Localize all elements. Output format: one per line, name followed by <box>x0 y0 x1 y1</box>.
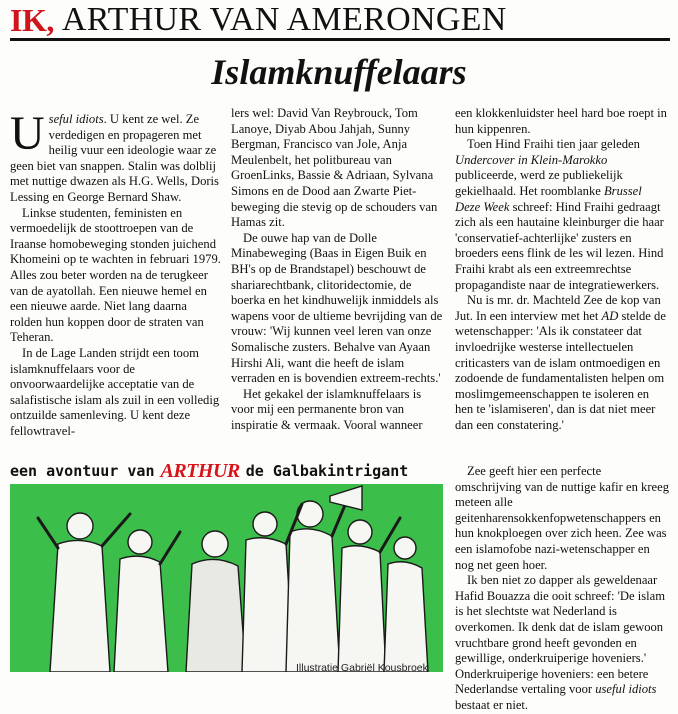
paragraph: Zee geeft hier een perfecte omschrijving van de nuttige kafir en kreeg meteen alle geitenharensokkenfopwetenschappers en hun knokploegen over zich heen. Zee was een islamofobe nazi-wetenschapper en nog net geen hoer. <box>455 464 670 572</box>
italic-title: AD <box>601 308 619 323</box>
paragraph <box>10 107 222 206</box>
paragraph-text: Toen Hind Fraihi tien jaar geleden <box>467 137 640 152</box>
comic-title-tail: de Galbakintrigant <box>245 462 409 480</box>
author-name: ARTHUR VAN AMERONGEN <box>61 1 507 38</box>
italic-term: useful idiots <box>595 682 657 697</box>
italic-term: seful idiots <box>48 112 104 126</box>
italic-title: Undercover in Klein-Marokko <box>455 152 608 167</box>
masthead <box>10 2 670 41</box>
paragraph: De ouwe hap van de Dolle Minabeweging (Baas in Eigen Buik en BH's op de Brandstapel) beschouwt de shariarechtbank, clitoridectomie, de boerka en het kindhuwelijk inmiddels als wapens voor de ultieme bevrijding van de vrouw: 'Wij kunnen veel leren van onze Somalische zusters. Behalve van Ayaan Hirshi Ali, want die heeft de islam verraden en is bovendien extreem-rechts.' <box>231 230 443 386</box>
illustration-credit: Illustratie Gabriël Kousbroek <box>296 662 428 674</box>
paragraph <box>455 293 670 433</box>
paragraph-text: Nu is mr. dr. Machteld Zee de kop van Jut. In een interview met het <box>455 293 661 323</box>
comic-title-lead: een avontuur van <box>10 462 155 480</box>
comic-title <box>10 459 443 483</box>
paragraph: Linkse studenten, feministen en vermoedelijk de stoottroepen van de Iraanse homobeweging stonden juichend Khomeini op te wachten in februari 1979. Alles zou beter worden na de terugkeer van de ayatollah. Een nieuwe hemel en een nieuwe aarde. Niet lang daarna rolden hun koppen door de straten van Teheran. <box>10 205 221 345</box>
column-3 <box>455 106 670 433</box>
paragraph <box>455 137 670 293</box>
paragraph-text: . U kent ze wel. Ze verdedigen en propageren met heilig vuur een ideologie waar ze geen biet van snappen. Stalin was dolblij met nuttige dwazen als H.G. Wells, Doris Lessing en George Bernard Shaw. <box>10 112 219 204</box>
paragraph-text: bestaat er niet. <box>455 697 529 712</box>
column-2 <box>231 106 446 433</box>
paragraph: Het gekakel der islamknuffelaars is voor mij een permanente bron van inspiratie & vermaak. Vooral wanneer <box>231 386 423 432</box>
article-headline: Islamknuffelaars <box>211 52 467 92</box>
paragraph-text: schreef: Hind Fraihi gedraagt zich als een hautaine kleinburger die haar 'conservatief-achterlijke' zusters en broeders eens flink de les wil lezen. Hind Fraihi krabt als een extreemrechtse propagandiste naar de integratiewerkers. <box>455 199 664 292</box>
comic-illustration <box>10 484 443 672</box>
drop-cap: U <box>10 107 45 160</box>
paragraph-text: publiceerde, werd ze publiekelijk gekielhaald. Het roomblanke <box>455 168 623 198</box>
column-1 <box>10 107 222 439</box>
paragraph-text: stelde de wetenschapper: 'Als ik constateer dat invloedrijke westerse intellectuelen criticasters van de islam ontmoedigen en zodoende de fundamentalisten helpen om moslimgemeenschappen te isoleren en hen te 'islamiseren', dan is dat niet meer dan een constatering.' <box>455 308 666 432</box>
paragraph <box>455 573 670 713</box>
paragraph-text: Ik ben niet zo dapper als geweldenaar Hafid Bouazza die ooit schreef: 'De islam is het slechtste wat Nederland is overkomen. Ik denk dat de islam gewoon vruchtbare grond heeft gevonden en gewillige, onderkruiperige hoveniers.' Onderkruiperige hoveniers: een betere Nederlandse vertaling voor <box>455 573 665 697</box>
paragraph: In de Lage Landen strijdt een toom islamknuffelaars voor de onvoorwaardelijke acceptatie van de salafistische islam als zuil in een volledig ontzuilde samenleving. U kent deze fellowtravel- <box>10 345 220 438</box>
comic-title-logo: ARTHUR <box>160 460 240 482</box>
paragraph: een klokkenluidster heel hard boe roept in hun kippenren. <box>455 106 667 136</box>
column-prefix: IK, <box>10 2 54 38</box>
italic-title: Brussel Deze Week <box>455 183 642 214</box>
paragraph: lers wel: David Van Reybrouck, Tom Lanoye, Diyab Abou Jahjah, Sunny Bergman, Francisco van Jole, Anja Meulenbelt, het politbureau van GroenLinks, Bassie & Adriaan, Sylvana Simons en de Dood aan Zwarte Piet-beweging die stevig op de schouders van Hamas zit. <box>231 106 438 230</box>
column-3-lower <box>455 464 670 714</box>
